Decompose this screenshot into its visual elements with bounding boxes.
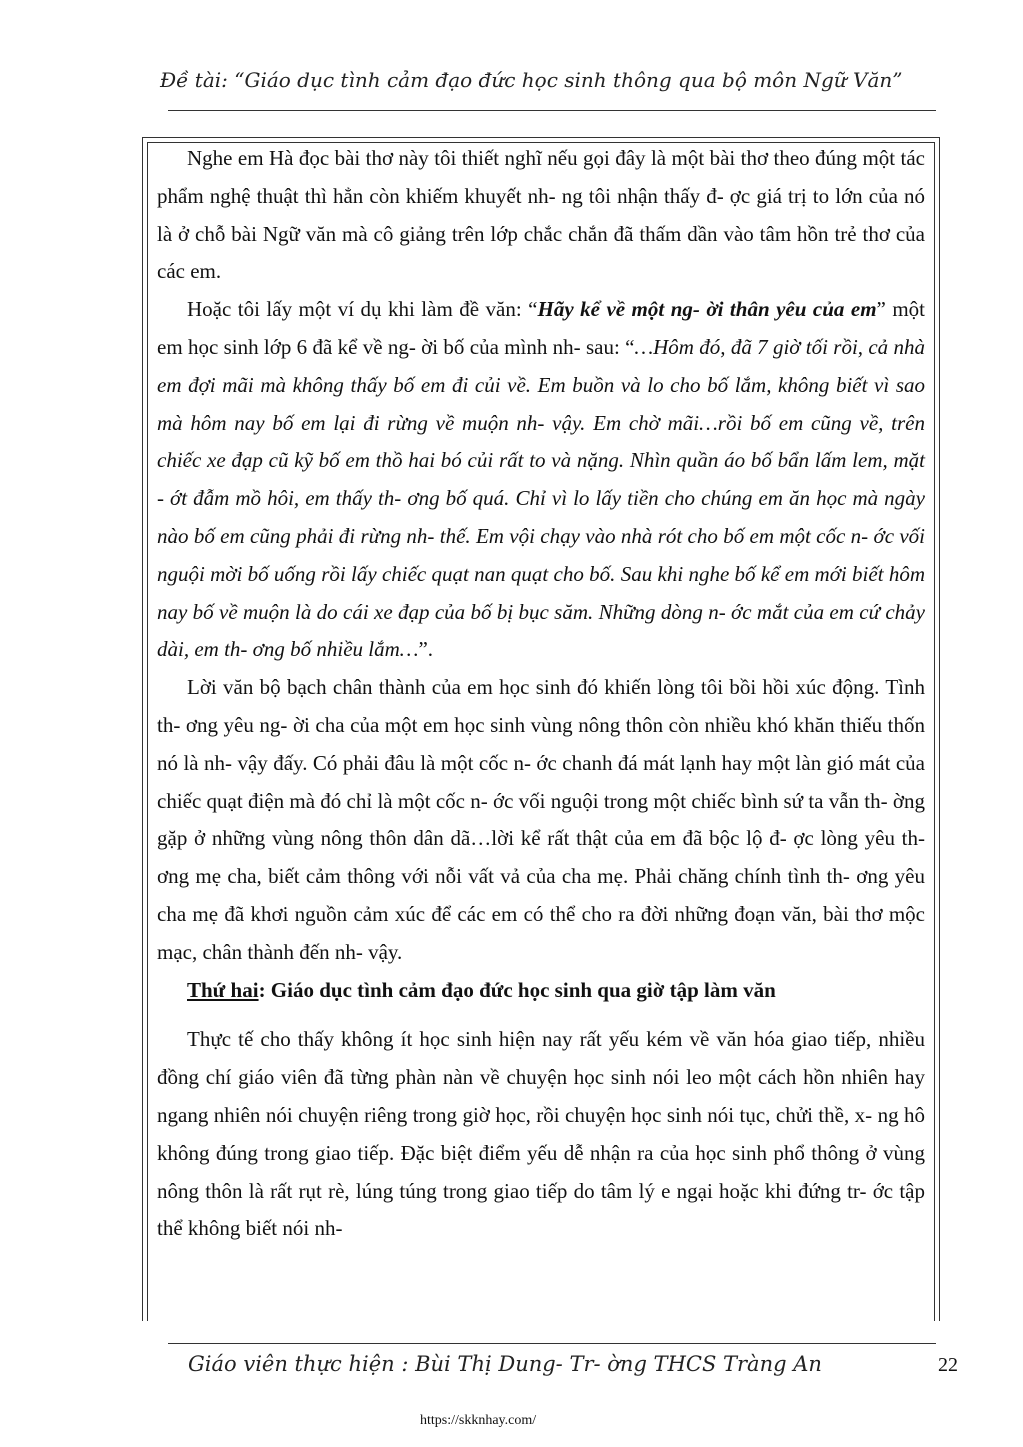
section-heading-text: : Giáo dục tình cảm đạo đức học sinh qua giờ tập làm văn <box>258 977 776 1002</box>
footer-divider <box>168 1343 936 1344</box>
page-number: 22 <box>938 1354 958 1376</box>
paragraph-2-middle: ” một em học sinh lớp 6 đã kể về ng- ời bố của mình nh- sau: “ <box>157 297 925 359</box>
paragraph-2-end: ”. <box>418 637 434 662</box>
document-header-title: Đề tài: “Giáo dục tình cảm đạo đức học sinh thông qua bộ môn Ngữ Văn” <box>160 68 903 92</box>
paragraph-2-intro: Hoặc tôi lấy một ví dụ khi làm đề văn: “ <box>187 297 538 322</box>
essay-prompt-title: Hãy kể về một ng- ời thân yêu của em <box>537 297 877 322</box>
page-content <box>157 140 925 1248</box>
header-divider <box>168 110 936 111</box>
paragraph-4: Thực tế cho thấy không ít học sinh hiện nay rất yếu kém về văn hóa giao tiếp, nhiều đồng chí giáo viên đã từng phàn nàn về chuyện học sinh nói leo một cách hồn nhiên hay ngang nhiên nói chuyện riêng trong giờ học, rồi chuyện học sinh nói tục, chửi thề, x- ng hô không đúng trong giao tiếp. Đặc biệt điểm yếu dễ nhận ra của học sinh phổ thông ở vùng nông thôn là rất rụt rè, lúng túng trong giao tiếp do tâm lý e ngại hoặc khi đứng tr- ớc tập thể không biết nói nh- <box>157 1027 925 1241</box>
student-essay-quote: …Hôm đó, đã 7 giờ tối rồi, cả nhà em đợi mãi mà không thấy bố em đi củi về. Em buồn và lo cho bố lắm, không biết vì sao mà hôm nay bố em lại đi rừng về muộn nh- vậy. Em chờ mãi…rồi bố em cũng về, trên chiếc xe đạp cũ kỹ bố em thồ hai bó củi rất to và nặng. Nhìn quần áo bố bẩn lấm lem, mặt - ớt đẫm mồ hôi, em thấy th- ơng bố quá. Chỉ vì lo lấy tiền cho chúng em ăn học mà ngày nào bố em cũng phải đi rừng nh- thế. Em vội chạy vào nhà rót cho bố em một cốc n- ớc vối nguội mời bố uống rồi lấy chiếc quạt nan quạt cho bố. Sau khi nghe bố kể em mới biết hôm nay bố về muộn là do cái xe đạp của bố bị bục săm. Những dòng n- ớc mắt của em cứ chảy dài, em th- ơng bố nhiều lắm… <box>157 334 925 662</box>
section-heading <box>157 972 925 1022</box>
footer-author: Giáo viên thực hiện : Bùi Thị Dung- Tr- ờng THCS Tràng An <box>188 1352 822 1376</box>
paragraph-1: Nghe em Hà đọc bài thơ này tôi thiết nghĩ nếu gọi đây là một bài thơ theo đúng một tác phẩm nghệ thuật thì hẳn còn khiếm khuyết nh- ng tôi nhận thấy đ- ợc giá trị to lớn của nó là ở chỗ bài Ngữ văn mà cô giảng trên lớp chắc chắn đã thấm dần vào tâm hồn trẻ thơ của các em. <box>157 146 925 284</box>
section-heading-label: Thứ hai <box>187 977 259 1002</box>
paragraph-3: Lời văn bộ bạch chân thành của em học sinh đó khiến lòng tôi bồi hồi xúc động. Tình th- ơng yêu ng- ời cha của một em học sinh vùng nông thôn còn nhiều khó khăn thiếu thốn nó là nh- vậy đấy. Có phải đâu là một cốc n- ớc chanh đá mát lạnh hay một làn gió mát của chiếc quạt điện mà đó chỉ là một cốc n- ớc vối nguội trong một chiếc bình sứ ta vẫn th- ờng gặp ở những vùng nông thôn dân dã…lời kể rất thật của em đã bộc lộ đ- ợc lòng yêu th- ơng mẹ cha, biết cảm thông với nỗi vất vả của cha mẹ. Phải chăng chính tình th- ơng yêu cha mẹ đã khơi nguồn cảm xúc để các em có thể cho ra đời những đoạn văn, bài thơ mộc mạc, chân thành đến nh- vậy. <box>157 675 925 964</box>
paragraph-2 <box>157 291 925 669</box>
source-url: https://skknhay.com/ <box>420 1413 537 1428</box>
